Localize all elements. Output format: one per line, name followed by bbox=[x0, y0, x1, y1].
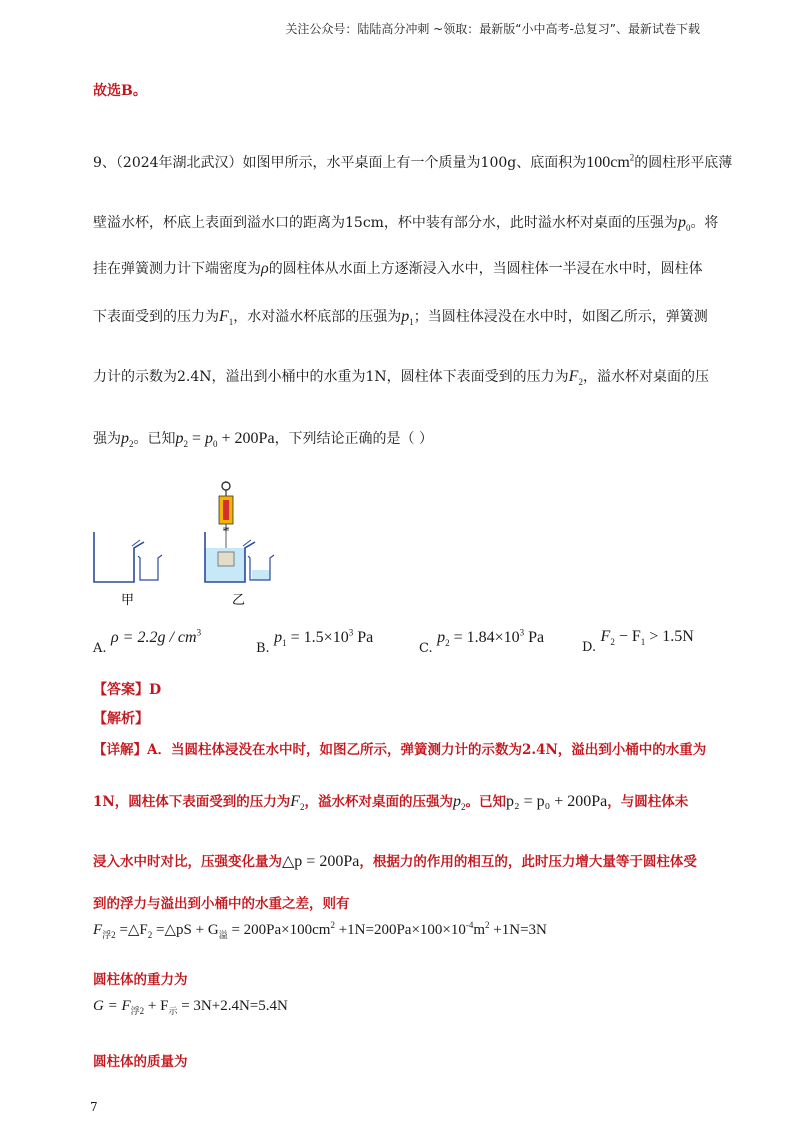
overflow-cup-jia bbox=[94, 532, 144, 582]
figure-label-yi: 乙 bbox=[232, 593, 246, 608]
analysis-title: 【解析】 bbox=[93, 711, 149, 727]
option-d: D. $F_2 - F_1 > 1.5N$ bbox=[582, 628, 694, 655]
page-number: 7 bbox=[90, 1100, 98, 1114]
answer-line: 【答案】D bbox=[93, 682, 162, 698]
option-a: A. $\rho = 2.2g / cm^3$ bbox=[93, 628, 202, 657]
detail-line-3: 浸入水中时对比，压强变化量为△p = 200Pa，根据力的作用的相互的，此时压力增大量等于圆柱体受 bbox=[93, 853, 697, 870]
figure-label-jia: 甲 bbox=[121, 593, 135, 608]
experiment-figure bbox=[88, 470, 288, 610]
overflow-cup-yi bbox=[205, 532, 255, 582]
weight-title: 圆柱体的重力为 bbox=[93, 972, 188, 988]
detail-line-4: 到的浮力与溢出到小桶中的水重之差，则有 bbox=[93, 896, 350, 912]
mass-title: 圆柱体的质量为 bbox=[93, 1054, 188, 1070]
small-bucket-jia bbox=[138, 555, 162, 580]
option-b: B. $p_1 = 1.5\times 10^3$ Pa bbox=[256, 628, 374, 657]
question-line-1: 9、（2024年湖北武汉）如图甲所示，水平桌面上有一个质量为100g、底面积为$100cm^2$的圆柱形平底薄 bbox=[93, 152, 733, 171]
question-line-2: 壁溢水杯，杯底上表面到溢水口的距离为15cm，杯中装有部分水，此时溢水杯对桌面的压强为$p_0$。将 bbox=[93, 214, 719, 234]
spring-scale bbox=[219, 482, 233, 552]
question-line-3: 挂在弹簧测力计下端密度为ρ的圆柱体从水面上方逐渐浸入水中，当圆柱体一半浸在水中时，圆柱体 bbox=[93, 260, 703, 277]
small-bucket-yi bbox=[248, 555, 274, 580]
equation-buoyancy: $F_{浮2}$ $=\triangle F_2$ =△pS + $G_溢 = 200Pa\times 100cm^2 +1N=200Pa\times 100\times 10^{-4}m^2 +1N=3N$ bbox=[93, 920, 547, 940]
question-line-5: 力计的示数为2.4N，溢出到小桶中的水重为1N，圆柱体下表面受到的压力为$F_2$，溢水杯对桌面的压 bbox=[93, 368, 709, 388]
question-line-6: 强为$p_2$。已知$p_2 = p_0 + 200Pa$，下列结论正确的是（ ） bbox=[93, 430, 434, 450]
page-header: 关注公众号：陆陆高分冲刺 ~领取：最新版“小中高考-总复习”、最新试卷下载 bbox=[285, 22, 700, 36]
previous-answer: 故选B。 bbox=[93, 83, 147, 99]
detail-line-1: 【详解】A．当圆柱体浸没在水中时，如图乙所示，弹簧测力计的示数为2.4N，溢出到小桶中的水重为 bbox=[93, 742, 707, 758]
question-line-4: 下表面受到的压力为$F_1$，水对溢水杯底部的压强为$p_1$；当圆柱体浸没在水中时，如图乙所示，弹簧测 bbox=[93, 308, 708, 328]
equation-weight: $G = F_{浮2} + F_示 = 3N+2.4N=5.4N$ bbox=[93, 998, 288, 1016]
option-c: C. $p_2 = 1.84\times 10^3$ Pa bbox=[419, 628, 545, 657]
detail-line-2: 1N，圆柱体下表面受到的压力为$F_2$，溢水杯对桌面的压强为$p_2$。已知p₂ = p₀ + 200Pa，与圆柱体未 bbox=[93, 793, 689, 813]
